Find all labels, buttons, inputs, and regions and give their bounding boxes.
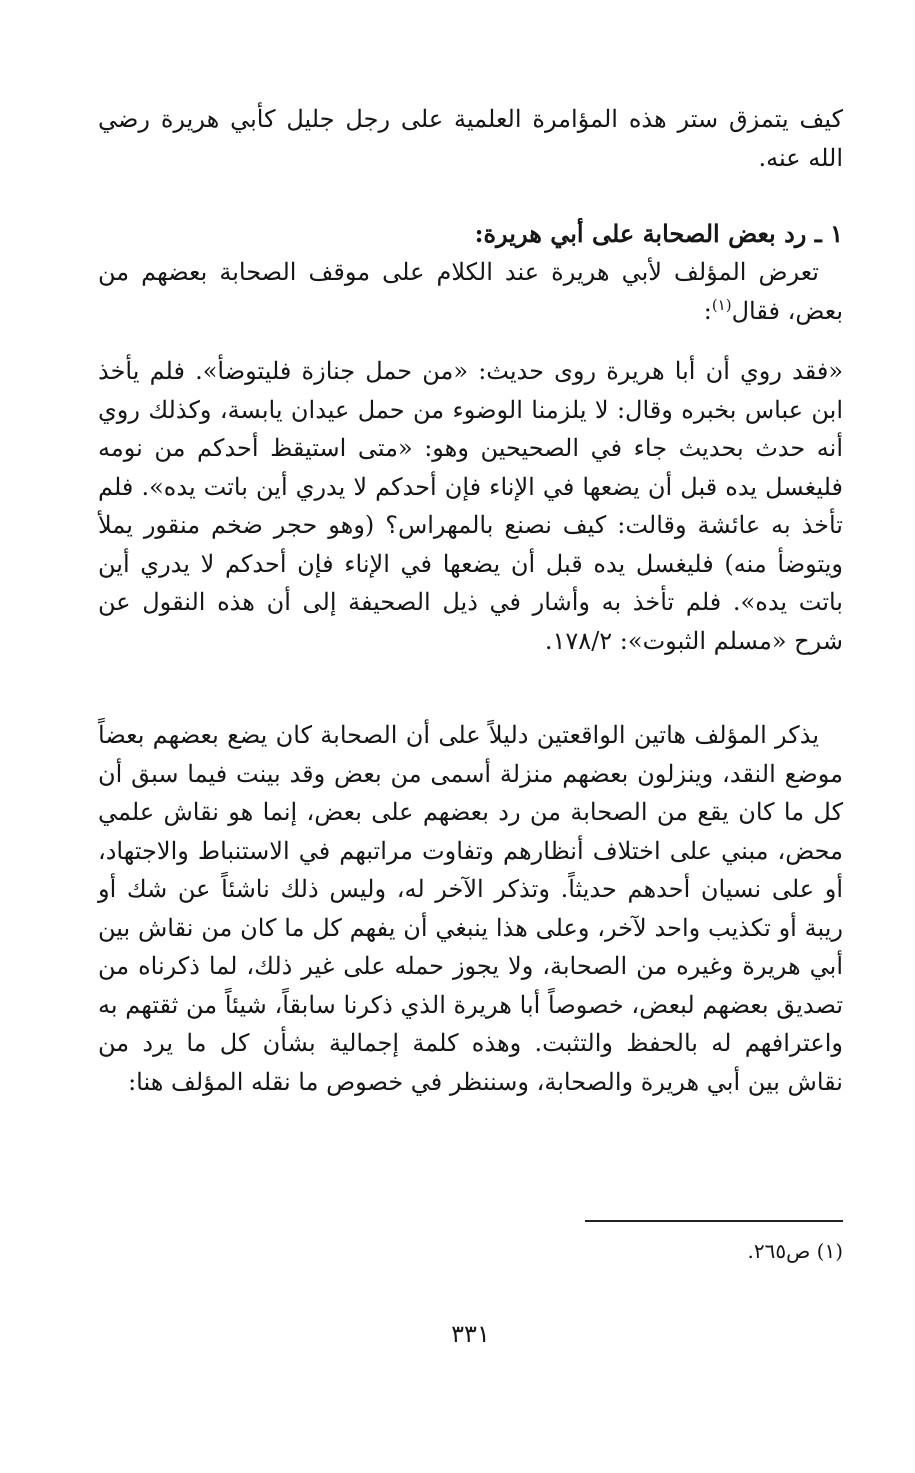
document-page xyxy=(98,100,844,1348)
paragraph-punctuation: : xyxy=(703,296,712,325)
page-number: ٣٣١ xyxy=(451,1320,490,1348)
commentary-paragraph: يذكر المؤلف هاتين الواقعتين دليلاً على أن الصحابة كان يضع بعضهم بعضاً موضع النقد، وينزلون بعضهم منزلة أسمى من بعض وقد بينت فيما سبق أن كل ما كان يقع من الصحابة من رد بعضهم على بعض، إنما هو نقاش علمي محض، مبني على اختلاف أنظارهم وتفاوت مراتبهم في الاستنباط والاجتهاد، أو على نسيان أحدهم حديثاً. وتذكر الآخر له، وليس ذلك ناشئاً عن شك أو ريبة أو تكذيب واحد لآخر، وعلى هذا ينبغي أن يفهم كل ما كان من نقاش بين أبي هريرة وغيره من الصحابة، ولا يجوز حمله على غير ذلك، لما ذكرناه من تصديق بعضهم لبعض، خصوصاً أبا هريرة الذي ذكرنا سابقاً، شيئاً من ثقتهم به واعترافهم له بالحفظ والتثبت. وهذه كلمة إجمالية بشأن كل ما يرد من نقاش بين أبي هريرة والصحابة، وسننظر في خصوص ما نقله المؤلف هنا: xyxy=(98,721,844,1096)
footnote-reference: (١) xyxy=(711,295,732,314)
section-heading: ١ ـ رد بعض الصحابة على أبي هريرة: xyxy=(474,219,843,248)
quoted-passage-paragraph: «فقد روي أن أبا هريرة روى حديث: «من حمل جنازة فليتوضأ». فلم يأخذ ابن عباس بخبره وقال: لا يلزمنا الوضوء من حمل عيدان يابسة، وكذلك روي أنه حدث بحديث جاء في الصحيحين وهو: «متى استيقظ أحدكم من نومه فليغسل يده قبل أن يضعها في الإناء فإن أحدكم لا يدري أين باتت يده». فلم تأخذ به عائشة وقالت: كيف نصنع بالمهراس؟ (وهو حجر ضخم منقور يملأ ويتوضأ منه) فليغسل يده قبل أن يضعها في الإناء فإن أحدكم لا يدري أين باتت يده». فلم تأخذ به وأشار في ذيل الصحيفة إلى أن هذه النقول عن شرح «مسلم الثبوت»: ١٧٨/٢. xyxy=(98,357,843,655)
intro-paragraph: كيف يتمزق ستر هذه المؤامرة العلمية على رجل جليل كأبي هريرة رضي الله عنه. xyxy=(98,105,843,172)
paragraph-text: تعرض المؤلف لأبي هريرة عند الكلام على موقف الصحابة بعضهم من بعض، فقال xyxy=(98,258,843,325)
intro-to-quote-paragraph xyxy=(98,253,843,330)
footnote: (١) ص٢٦٥. xyxy=(747,1239,843,1263)
footnote-separator xyxy=(585,1220,843,1222)
